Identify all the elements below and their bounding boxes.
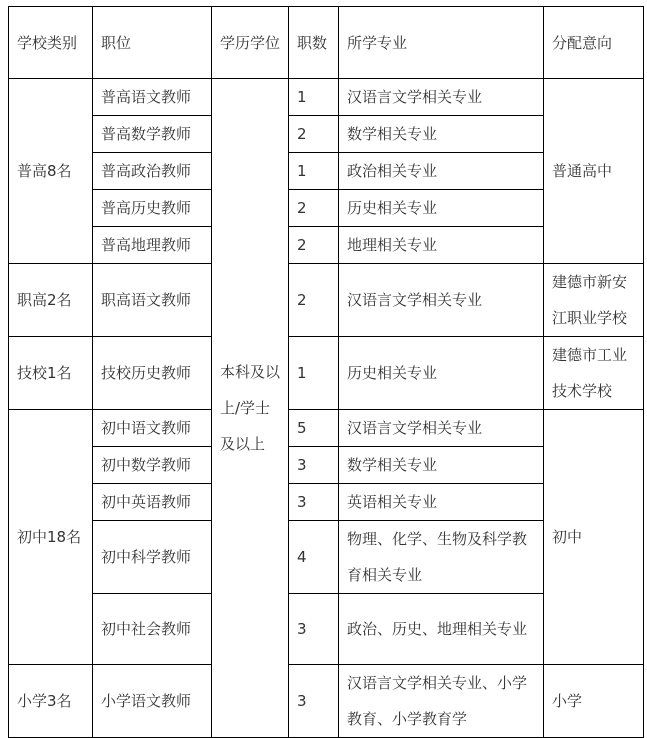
school-category-cell: 职高2名 (9, 264, 93, 337)
major-cell: 英语相关专业 (339, 484, 544, 521)
position-cell: 初中语文教师 (93, 410, 212, 447)
assignment-cell: 建德市工业技术学校 (544, 337, 644, 410)
position-cell: 初中科学教师 (93, 521, 212, 594)
count-cell: 3 (289, 484, 339, 521)
header-row (9, 7, 644, 79)
position-cell: 职高语文教师 (93, 264, 212, 337)
position-cell: 小学语文教师 (93, 665, 212, 738)
count-cell: 3 (289, 665, 339, 738)
table-row (9, 410, 644, 447)
position-cell: 普高历史教师 (93, 190, 212, 227)
table-row (9, 79, 644, 116)
school-category-cell: 普高8名 (9, 79, 93, 264)
count-cell: 2 (289, 116, 339, 153)
header-school-category: 学校类别 (9, 7, 93, 79)
position-cell: 普高地理教师 (93, 227, 212, 264)
major-cell: 地理相关专业 (339, 227, 544, 264)
major-cell: 数学相关专业 (339, 116, 544, 153)
header-assignment: 分配意向 (544, 7, 644, 79)
education-requirement-cell: 本科及以上/学士及以上 (212, 79, 289, 738)
table-row (9, 665, 644, 738)
count-cell: 1 (289, 337, 339, 410)
count-cell: 4 (289, 521, 339, 594)
header-education: 学历学位 (212, 7, 289, 79)
recruitment-table (8, 6, 644, 738)
header-major: 所学专业 (339, 7, 544, 79)
count-cell: 5 (289, 410, 339, 447)
major-cell: 物理、化学、生物及科学教育相关专业 (339, 521, 544, 594)
major-cell: 政治相关专业 (339, 153, 544, 190)
school-category-cell: 小学3名 (9, 665, 93, 738)
assignment-cell: 普通高中 (544, 79, 644, 264)
major-cell: 汉语言文学相关专业 (339, 264, 544, 337)
major-cell: 汉语言文学相关专业 (339, 410, 544, 447)
count-cell: 3 (289, 594, 339, 665)
major-cell: 数学相关专业 (339, 447, 544, 484)
count-cell: 2 (289, 190, 339, 227)
position-cell: 初中数学教师 (93, 447, 212, 484)
count-cell: 1 (289, 153, 339, 190)
table-row (9, 337, 644, 410)
count-cell: 3 (289, 447, 339, 484)
school-category-cell: 初中18名 (9, 410, 93, 665)
position-cell: 初中英语教师 (93, 484, 212, 521)
position-cell: 普高语文教师 (93, 79, 212, 116)
assignment-cell: 小学 (544, 665, 644, 738)
count-cell: 1 (289, 79, 339, 116)
major-cell: 历史相关专业 (339, 190, 544, 227)
school-category-cell: 技校1名 (9, 337, 93, 410)
position-cell: 初中社会教师 (93, 594, 212, 665)
assignment-cell: 初中 (544, 410, 644, 665)
count-cell: 2 (289, 264, 339, 337)
position-cell: 普高数学教师 (93, 116, 212, 153)
major-cell: 汉语言文学相关专业 (339, 79, 544, 116)
major-cell: 汉语言文学相关专业、小学教育、小学教育学 (339, 665, 544, 738)
major-cell: 历史相关专业 (339, 337, 544, 410)
count-cell: 2 (289, 227, 339, 264)
table-row (9, 264, 644, 337)
position-cell: 普高政治教师 (93, 153, 212, 190)
header-count: 职数 (289, 7, 339, 79)
position-cell: 技校历史教师 (93, 337, 212, 410)
header-position: 职位 (93, 7, 212, 79)
major-cell: 政治、历史、地理相关专业 (339, 594, 544, 665)
assignment-cell: 建德市新安江职业学校 (544, 264, 644, 337)
